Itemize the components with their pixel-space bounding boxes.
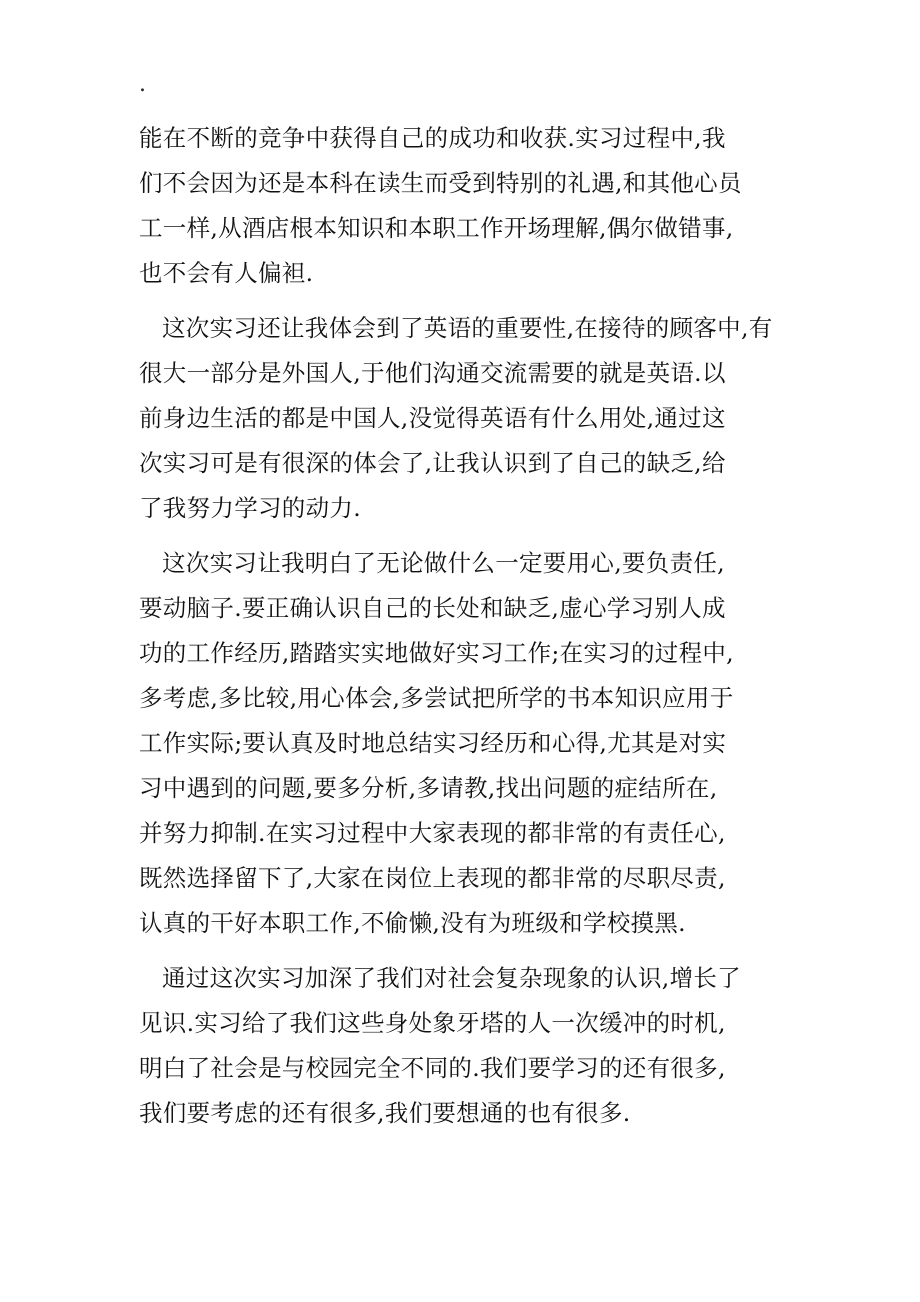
text-line: 工作实际;要认真及时地总结实习经历和心得,尤其是对实	[139, 729, 727, 757]
text-line: 也不会有人偏袒.	[139, 259, 314, 287]
text-line: 习中遇到的问题,要多分析,多请教,找出问题的症结所在,	[139, 774, 718, 802]
text-line: 并努力抑制.在实习过程中大家表现的都非常的有责任心,	[139, 819, 726, 847]
text-line: 们不会因为还是本科在读生而受到特别的礼遇,和其他心员	[139, 169, 742, 197]
text-line: 我们要考虑的还有很多,我们要想通的也有很多.	[139, 1099, 631, 1127]
text-line: 次实习可是有很深的体会了,让我认识到了自己的缺乏,给	[139, 449, 726, 477]
paragraph-first-line: 这次实习还让我体会到了英语的重要性,在接待的顾客中,有	[162, 314, 773, 342]
text-line: 认真的干好本职工作,不偷懒,没有为班级和学校摸黑.	[139, 909, 686, 937]
text-line: 前身边生活的都是中国人,没觉得英语有什么用处,通过这	[139, 404, 726, 432]
text-line: 很大一部分是外国人,于他们沟通交流需要的就是英语.以	[139, 359, 726, 387]
text-line: 既然选择留下了,大家在岗位上表现的都非常的尽职尽责,	[139, 864, 726, 892]
text-line: 了我努力学习的动力.	[139, 494, 361, 522]
text-line: 明白了社会是与校园完全不同的.我们要学习的还有很多,	[139, 1054, 726, 1082]
text-line: 见识.实习给了我们这些身处象牙塔的人一次缓冲的时机,	[139, 1009, 726, 1037]
text-line: 工一样,从酒店根本知识和本职工作开场理解,偶尔做错事,	[139, 214, 734, 242]
text-line: 能在不断的竞争中获得自己的成功和收获.实习过程中,我	[139, 124, 726, 152]
paragraph-first-line: 通过这次实习加深了我们对社会复杂现象的认识,增长了	[162, 964, 741, 992]
text-line: 要动脑子.要正确认识自己的长处和缺乏,虚心学习别人成	[139, 594, 726, 622]
header-mark: .	[139, 72, 146, 97]
text-line: 功的工作经历,踏踏实实地做好实习工作;在实习的过程中,	[139, 639, 734, 667]
text-line: 多考虑,多比较,用心体会,多尝试把所学的书本知识应用于	[139, 684, 734, 712]
paragraph-first-line: 这次实习让我明白了无论做什么一定要用心,要负责任,	[162, 549, 725, 577]
